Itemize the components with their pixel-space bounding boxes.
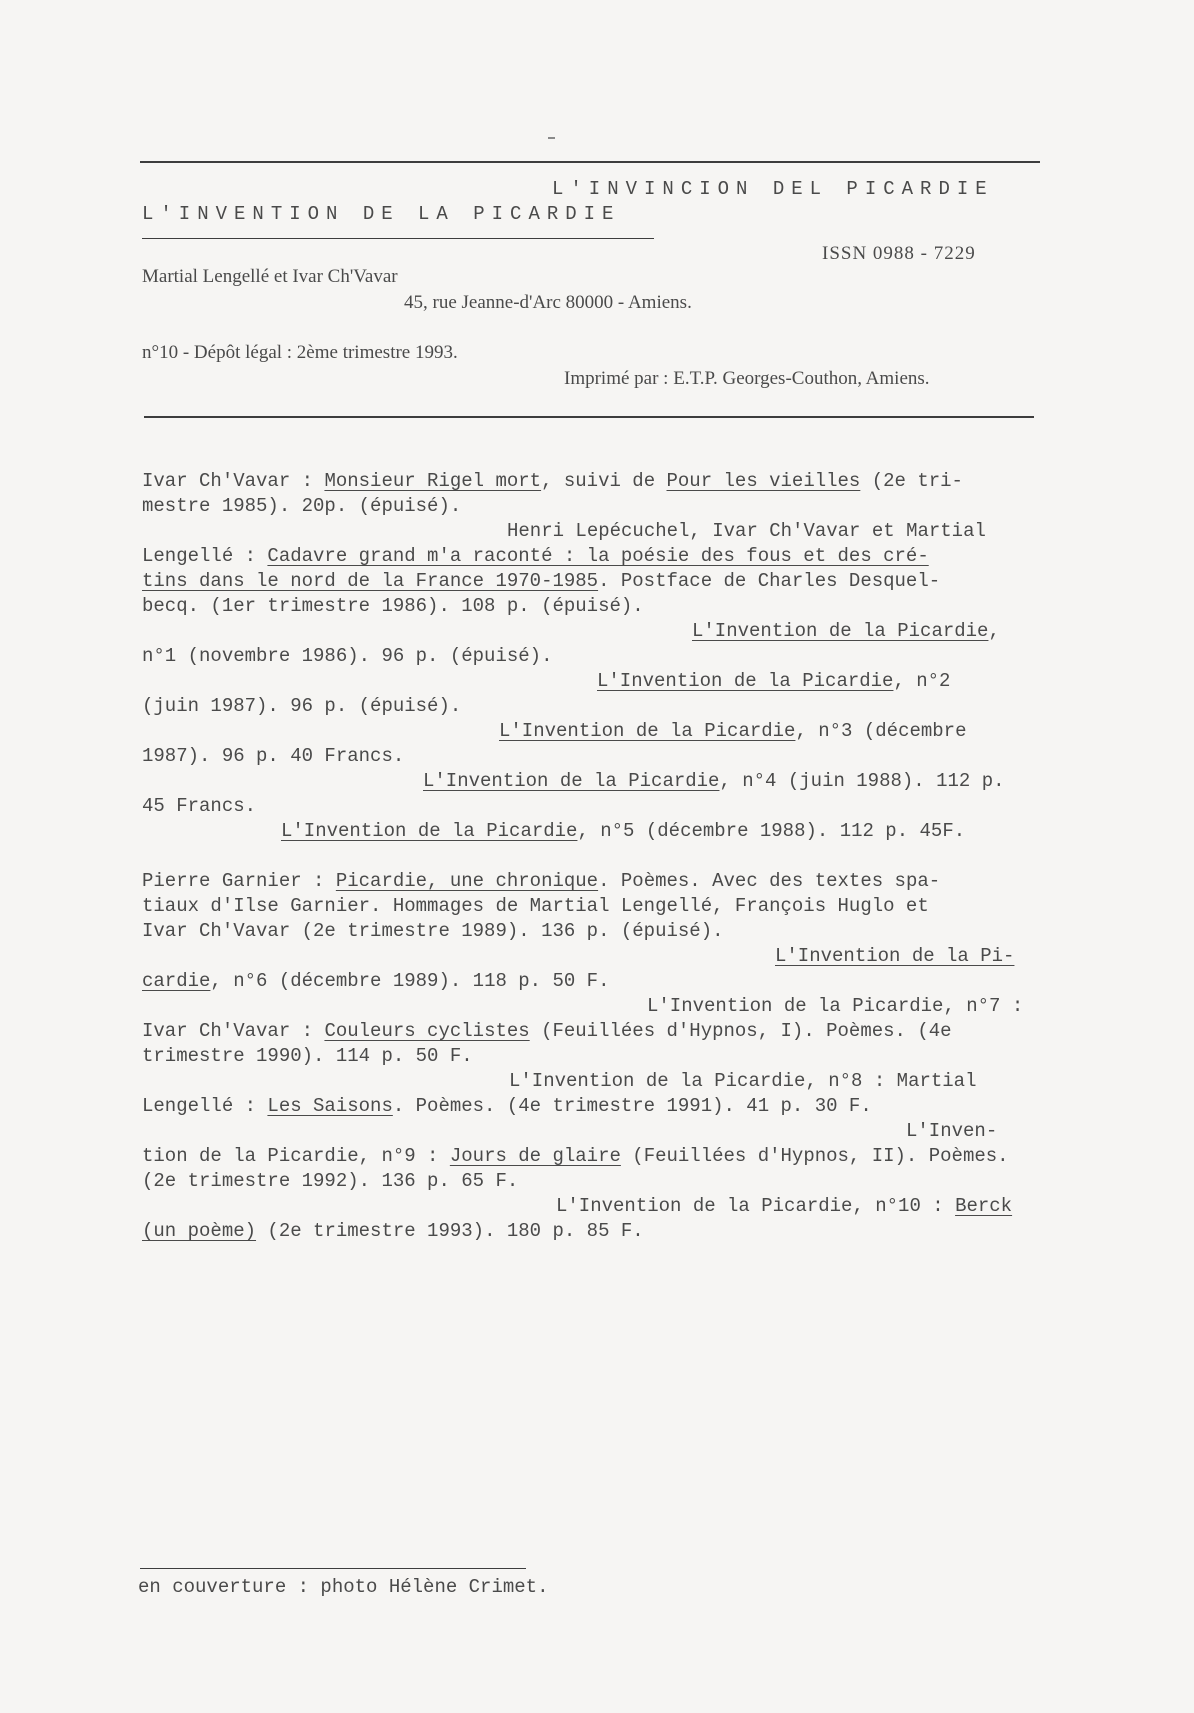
line-text: , n°4 (juin 1988). 112 p. [719,770,1005,792]
bibliography-line [142,545,929,567]
bibliography-line [142,495,461,517]
line-text: Ivar Ch'Vavar : [142,1020,325,1042]
underlined-title: L'Invention de la Picardie [499,720,796,742]
bibliography-line [142,1170,518,1192]
line-text: tiaux d'Ilse Garnier. Hommages de Martial Lengellé, François Huglo et [142,895,929,917]
line-text: 45 Francs. [142,795,257,817]
bibliography-line [775,945,1014,967]
bibliography-line [142,1145,1009,1167]
french-title: L'INVENTION DE LA PICARDIE [142,203,621,225]
line-text: (juin 1987). 96 p. (épuisé). [142,695,462,717]
underlined-title: Cadavre grand m'a raconté : la poésie des fous et des cré- [267,545,929,567]
line-text: L'Inven- [906,1120,998,1142]
bibliography-line [906,1120,997,1142]
masthead-bottom-rule [144,416,1034,418]
bibliography-line [507,520,986,542]
line-text: becq. (1er trimestre 1986). 108 p. (épuisé). [142,595,644,617]
underlined-title: Pour les vieilles [666,470,861,492]
line-text: L'Invention de la Picardie, n°10 : [556,1195,956,1217]
line-text: Pierre Garnier : [142,870,336,892]
line-text: 1987). 96 p. 40 Francs. [142,745,405,767]
underlined-title: L'Invention de la Picardie [281,820,578,842]
bibliography-line [142,895,929,917]
line-text: (2e trimestre 1993). 180 p. 85 F. [256,1220,644,1242]
bibliography-line [692,620,1000,642]
bibliography-line [142,745,404,767]
printer: Imprimé par : E.T.P. Georges-Couthon, Amiens. [564,368,930,389]
line-text: (Feuillées d'Hypnos, II). Poèmes. [620,1145,1009,1167]
underlined-title: tins dans le nord de la France 1970-1985 [142,570,599,592]
bibliography-line [142,1045,473,1067]
line-text: , n°6 (décembre 1989). 118 p. 50 F. [210,970,610,992]
underlined-title: Jours de glaire [449,1145,621,1167]
address: 45, rue Jeanne-d'Arc 80000 - Amiens. [404,292,692,313]
underlined-title: (un poème) [142,1220,257,1242]
line-text: Ivar Ch'Vavar (2e trimestre 1989). 136 p. (épuisé). [142,920,724,942]
line-text: , n°2 [893,670,951,692]
bibliography-line [499,720,966,742]
title-rule [142,238,654,239]
line-text: Lengellé : [142,545,268,567]
line-text: L'Invention de la Picardie, n°8 : Martial [509,1070,977,1092]
footer-rule [140,1568,526,1569]
bibliography-line [142,470,963,492]
line-text: L'Invention de la Picardie, n°7 : [647,995,1024,1017]
underlined-title: Picardie, une chronique [335,870,599,892]
bibliography-line [142,1095,872,1117]
line-text: n°1 (novembre 1986). 96 p. (épuisé). [142,645,553,667]
bibliography-line [142,570,940,592]
line-text: (Feuillées d'Hypnos, I). Poèmes. (4e [529,1020,952,1042]
bibliography-line [142,1020,952,1042]
bibliography-line [142,870,940,892]
picard-title: L'INVINCION DEL PICARDIE [552,178,994,200]
line-text: . Poèmes. Avec des textes spa- [598,870,941,892]
bibliography-line [142,695,461,717]
issn: ISSN 0988 - 7229 [822,243,976,264]
line-text: . Poèmes. (4e trimestre 1991). 41 p. 30 F. [392,1095,872,1117]
underlined-title: Couleurs cyclistes [324,1020,530,1042]
bibliography-line [142,645,552,667]
editors: Martial Lengellé et Ivar Ch'Vavar [142,266,398,287]
line-text: mestre 1985). 20p. (épuisé). [142,495,462,517]
bibliography-line [142,595,644,617]
cover-credit: en couverture : photo Hélène Crimet. [138,1576,549,1598]
top-rule [140,161,1040,163]
line-text: tion de la Picardie, n°9 : [142,1145,450,1167]
line-text: Henri Lepécuchel, Ivar Ch'Vavar et Martial [507,520,986,542]
bibliography-line [142,970,610,992]
bibliography-line [647,995,1023,1017]
bibliography-line [281,820,965,842]
bibliography-line [142,920,724,942]
bibliography-line [556,1195,1012,1217]
line-text: (2e tri- [860,470,963,492]
underlined-title: L'Invention de la Pi- [775,945,1015,967]
bibliography-line [597,670,950,692]
line-text: Ivar Ch'Vavar : [142,470,325,492]
line-text: . Postface de Charles Desquel- [598,570,941,592]
bibliography-line [142,1220,644,1242]
underlined-title: L'Invention de la Picardie [423,770,720,792]
line-text: Lengellé : [142,1095,268,1117]
issue-line: n°10 - Dépôt légal : 2ème trimestre 1993. [142,342,458,363]
line-text: , n°3 (décembre [795,720,967,742]
underlined-title: L'Invention de la Picardie [692,620,989,642]
underlined-title: L'Invention de la Picardie [597,670,894,692]
line-text: , n°5 (décembre 1988). 112 p. 45F. [577,820,966,842]
underlined-title: Berck [955,1195,1013,1217]
line-text: trimestre 1990). 114 p. 50 F. [142,1045,473,1067]
bibliography-line [509,1070,976,1092]
line-text: , suivi de [541,470,667,492]
underlined-title: Monsieur Rigel mort [324,470,542,492]
line-text: (2e trimestre 1992). 136 p. 65 F. [142,1170,519,1192]
bibliography-line [423,770,1005,792]
underlined-title: cardie [142,970,211,992]
paper-speck [548,137,555,139]
line-text: , [988,620,1000,642]
underlined-title: Les Saisons [267,1095,393,1117]
bibliography-line [142,795,256,817]
